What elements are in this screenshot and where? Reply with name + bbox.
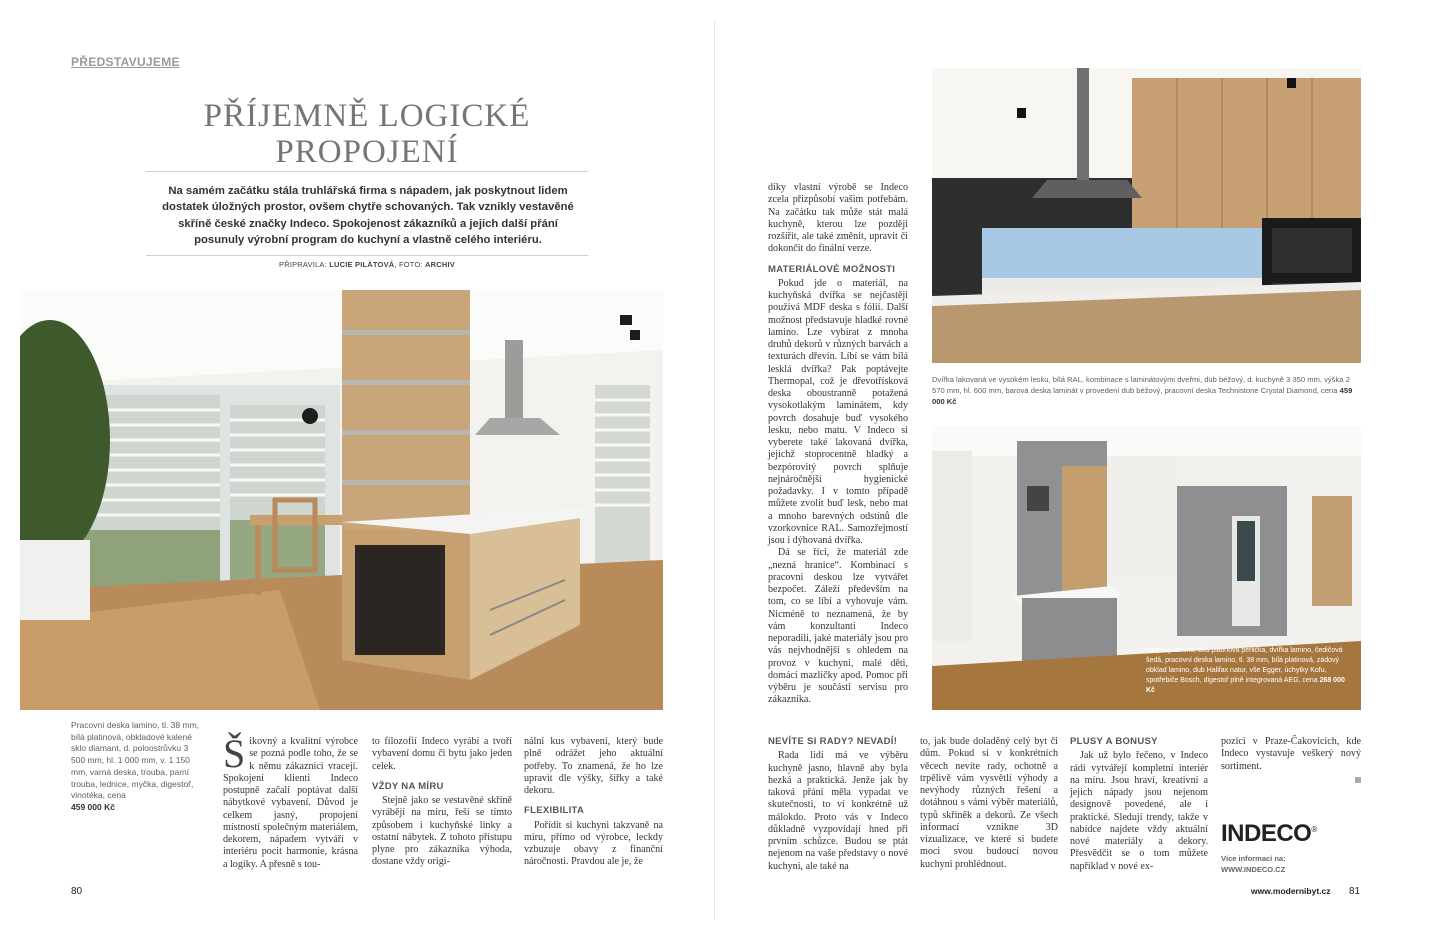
subhead-materialove-moznosti: MATERIÁLOVÉ MOŽNOSTI (768, 263, 896, 275)
byline-label-prepared: PŘIPRAVILA: (279, 260, 327, 269)
page-gutter (714, 20, 715, 920)
right-column-1 (768, 182, 908, 707)
left-column-2 (372, 736, 512, 869)
right-column-5 (1221, 736, 1361, 787)
subhead-flexibilita: FLEXIBILITA (524, 805, 585, 817)
grey-kitchen-price: 268 000 Kč (1146, 677, 1345, 694)
grey-kitchen-caption (1146, 646, 1351, 696)
registered-mark: ® (1311, 825, 1317, 834)
title-line-2: PROPOJENÍ (275, 134, 459, 170)
right-column-3 (920, 736, 1058, 871)
subhead-vzdy-na-miru: VŽDY NA MÍRU (372, 780, 444, 792)
right-column-2 (768, 736, 908, 873)
byline-label-photo: , FOTO: (394, 260, 423, 269)
main-photo-caption-text: Pracovní deska lamino, tl. 38 mm, bílá platinová, obkladové kalené sklo diamant, d. poloostrůvku 3 500 mm, hl. 1 000 mm, v. 1 150 mm, varná deska, trouba, parní trouba, lednice, myčka, digestoř, vinotéka, cena (71, 720, 200, 801)
more-info-label: Více informací na: (1221, 854, 1286, 863)
article-title (146, 98, 588, 170)
byline-author: LUCIE PILÁTOVÁ (329, 260, 395, 269)
indeco-logo (1221, 820, 1317, 848)
white-kitchen-photo (932, 68, 1361, 363)
left-col2-text-b: Stejně jako se vestavěné skříně vyrábějí na míru, řeší se tímto způsobem i kuchyňské linky a ostatní nábytek. Z tohoto přístupu plyne pro zákazníka výhoda, dostane vždy origi- (372, 795, 512, 868)
right-col2-text: Rada lidí má ve výběru kuchyně jasno, hlavně aby byla hezká a praktická. Jenže jak by taková přání měla vypadat ve skutečnosti, to ví konkrétně už málokdo. Proto vás v Indeco důkladně vyzpovídají hned při prvním schůzce. Budou se ptát nejenom na vaše představy o nové kuchyni, ale také na (768, 750, 908, 872)
right-col5-text: pozici v Praze-Čakovicích, kde Indeco vystavuje veškerý nový sortiment. (1221, 736, 1361, 772)
page-number-left: 80 (71, 886, 83, 897)
more-info-url[interactable]: WWW.INDECO.CZ (1221, 865, 1286, 874)
right-col3-text: to, jak bude doladěný celý byt či dům. Pokud si v konkrétních věcech nevíte rady, ochotně a trpělivě vám vysvětlí výhody a nevýhody různých řešení a dotáhnou s vámi výběr materiálů, typů skříněk a dekorů. Ze všech informací vznikne 3D vizualizace, ve které si budete moci svou budoucí novou kuchyni prohlédnout. (920, 736, 1058, 870)
white-kitchen-price: 459 000 Kč (932, 386, 1353, 406)
left-col3-text-b: Pořídit si kuchyni takzvaně na míru, přímo od výrobce, leckdy vzbuzuje obavy z finanční náročnosti. Pravdou ale je, že (524, 819, 663, 868)
right-col4-text: Jak už bylo řečeno, v Indeco rádi vytvářejí kompletní interiér na míru. Jsou hraví, kreativní a jejich nápady jsou nejenom designově povedené, ale i praktické. Sledují trendy, takže v nabídce najdete vždy aktuální nové materiály a dekory. Přesvědčit se o tom můžete například v nové ex- (1070, 750, 1208, 872)
byline-photo: ARCHIV (425, 260, 455, 269)
more-info (1221, 853, 1286, 875)
left-col3-text-a: nální kus vybavení, který bude plně odrážet jeho aktuální potřeby. To znamená, že ho lze upravit dle výšky, šířky a také dekoru. (524, 736, 663, 796)
main-photo-caption (71, 720, 201, 814)
magazine-url: www.modernibyt.cz (1251, 886, 1331, 896)
article-lead: Na samém začátku stála truhlářská firma s nápadem, jak poskytnout lidem dostatek úložných prostor, ovšem chytře schovaných. Tak vznikly vestavěné skříně české značky Indeco. Spokojenost zákazníků a jejich další přání posunuly výrobní program do kuchyní a vlastně celého interiéru. (162, 185, 574, 246)
title-rule-top (146, 171, 588, 172)
left-col1-text: ikovný a kvalitní výrobce se pozná podle toho, že se k němu zákazníci vracejí. Spokojení klienti Indeco postupně začali poptávat další nábytkové vybavení. Důvod je celkem jasný, propojení místností společným materiálem, dekorem, nápadem vytváří v interiéru pocit harmonie, krásna a logiky. A přesně s tou- (223, 736, 358, 870)
right-col1-p2: Dá se říci, že materiál zde „nezná hranice“. Kombinací s pracovní deskou lze vytvářet bezpočet. Záleží především na tom, co se líbí a vyhovuje vám. Nicméně to neznamená, že by vám konzultanti Indeco neporadili, jaké materiály jsou pro vás nejvhodnější s ohledem na provoz v kuchyni, malé děti, domácí mazlíčky apod. Pomoc při výběru je součástí servisu pro zákazníka. (768, 547, 908, 706)
dropcap: Š (223, 731, 246, 776)
page-number-right: 81 (1349, 886, 1361, 897)
left-column-3 (524, 736, 663, 869)
section-tag: PŘEDSTAVUJEME (71, 55, 180, 69)
left-col2-text-a: to filozofií Indeco vyrábí a tvoří vybavení domu či bytu jako jeden celek. (372, 736, 512, 772)
main-kitchen-photo (20, 290, 663, 710)
main-photo-price: 459 000 Kč (71, 801, 115, 812)
title-line-1: PŘÍJEMNĚ LOGICKÉ (203, 98, 531, 134)
byline (146, 260, 588, 269)
subhead-nevite-si-rady: NEVÍTE SI RADY? NEVADÍ! (768, 736, 898, 747)
white-kitchen-caption (932, 374, 1357, 407)
right-col1-text-a: díky vlastní výrobě se Indeco zcela přizpůsobí vašim potřebám. Na začátku tak může stát malá kuchyně, kterou lze později rozšířit, ale také změnit, upravit či dokončit do finální verze. (768, 182, 908, 255)
left-column-1 (223, 731, 358, 871)
white-kitchen-caption-text: Dvířka lakovaná ve vysokém lesku, bílá RAL, kombinace s laminátovými dveřmi, dub béžový, d. kuchyně 3 350 mm, výška 2 570 mm, hl. 600 mm, barová deska laminát v provedení dub béžový, pracovní deska Technistone Crystal Diamond, cena (932, 375, 1350, 395)
indeco-logo-text: INDECO (1221, 820, 1312, 847)
grey-kitchen-caption-text: Korpusy lamino, bílá platinová perlička, dvířka lamino, čedičová šedá, pracovní deska lamino, tl. 38 mm, bílá platinová, zádový obklad lamino, dub Halifax natur, vše Egger, úchytky Kofu, spotřebiče Bosch, digestoř plně integrovaná AEG, cena (1146, 647, 1343, 684)
title-rule-bottom (146, 255, 588, 256)
right-column-4 (1070, 736, 1208, 873)
subhead-plusy-a-bonusy: PLUSY A BONUSY (1070, 736, 1158, 747)
right-col1-p1: Pokud jde o materiál, na kuchyňská dvířka se nejčastěji používá MDF deska s fólií. Další možnost představuje hladké rovné lamino. Lze vybírat z mnoha druhů dekorů v různých barvách a texturách dřevin. Líbí se vám bílá lesklá dvířka? Pak poptávejte Thermopal, což je dřevotřísková deska oboustranně potažená vysokotlakým laminátem, kdy povrch dosahuje buď vysokého lesku, nebo matu. V Indeco si vyberete také lakovaná dvířka, jejichž stoprocentně hladký a bezpórovitý povrch splňuje nejnáročnější hygienické požadavky. I v tomto případě můžete zvolit buď lesk, nebo mat a mnoho barevných odstínů dle vzorkovnice RAL. Samozřejmostí jsou i dýhovaná dvířka. (768, 277, 908, 546)
article-end-mark (1355, 777, 1361, 783)
